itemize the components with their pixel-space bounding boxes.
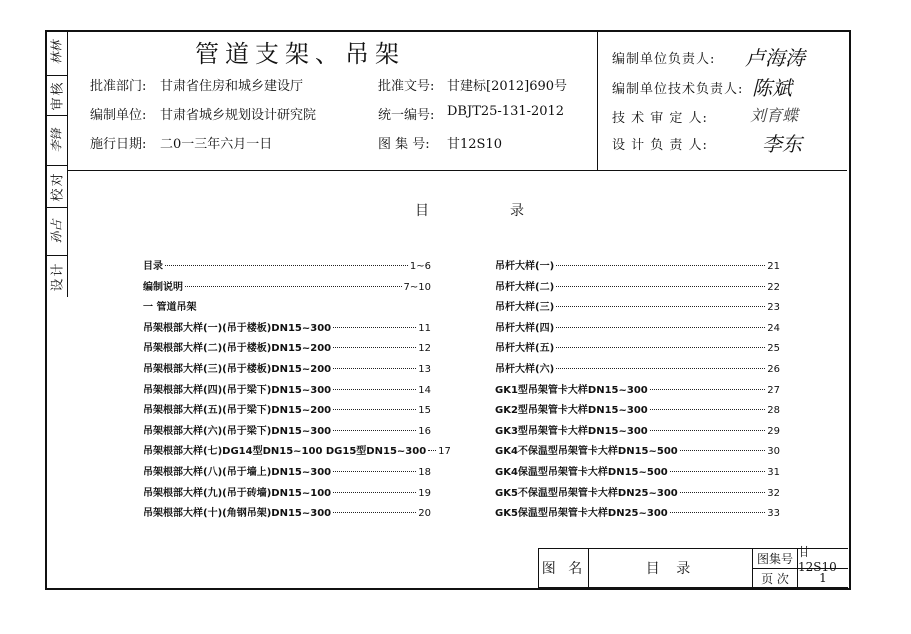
sidebar-sign-3: 孙占 [49,218,64,244]
toc-entry-label: 吊架根部大样(十)(角钢吊架)DN15~300 [143,508,332,520]
toc-entry-leader [556,327,765,328]
toc-entry-label: 编制说明 [143,281,183,293]
toc-entry-leader [650,389,766,390]
toc-entry-label: 吊杆大样(三) [495,302,555,314]
toc-entry-label: 吊杆大样(二) [495,281,555,293]
sidebar-sign-2: 李锋 [49,127,64,153]
sidebar-design-label: 设计 [50,260,66,292]
toc-entry-leader [556,286,765,287]
title-block-page-value: 1 [819,571,827,585]
toc-entry [495,401,780,415]
toc-entry-leader [650,430,766,431]
toc-entry [143,401,431,415]
toc-entry-leader [428,450,436,451]
title-block-info-cell [752,545,848,588]
toc-entry [143,257,431,271]
toc-entry-label: 吊杆大样(四) [495,322,555,334]
toc-entry [495,319,780,333]
toc-entry-page: 21 [767,261,780,272]
toc-entry-leader [333,327,416,328]
toc-entry-label: GK3型吊架管卡大样DN15~300 [495,425,648,437]
toc-entry-label: 吊架根部大样(九)(吊于砖墙)DN15~100 [143,487,332,499]
toc-entry [143,360,431,374]
toc-entry-page: 33 [767,508,780,520]
toc-entry-leader [333,492,416,493]
resp-sign-1: 卢海涛 [745,46,805,70]
toc-entry [495,360,780,374]
effective-date-label: 施行日期: [90,137,147,152]
toc-entry-leader [165,265,408,266]
toc-entry-label: 吊杆大样(一) [495,261,555,272]
header-bottom-rule [67,170,847,171]
toc-entry-page: 28 [767,405,780,417]
toc-entry [495,442,780,456]
title-block-name-label-cell [538,548,589,588]
approval-sidebar [45,30,68,297]
toc-entry-leader [333,430,416,431]
toc-entry-leader [333,409,416,410]
toc-entry-page: 27 [767,384,780,396]
resp-sign-4: 李东 [762,132,802,156]
toc-entry [495,381,780,395]
sidebar-check-cell [45,165,67,208]
toc-entry-page: 31 [767,467,780,478]
compile-unit: 甘肃省城乡规划设计研究院 [160,108,317,123]
toc-entry-leader [333,389,416,390]
toc-entry-leader [556,347,765,348]
header-divider [597,30,598,170]
title-block-name-cell [588,548,753,588]
toc-entry [495,278,780,292]
toc-entry [495,339,780,353]
compile-unit-label: 编制单位: [90,108,147,123]
toc-entry-page: 29 [767,425,780,437]
approve-doc-label: 批准文号: [378,79,435,94]
approve-dept: 甘肃省住房和城乡建设厅 [160,79,304,94]
effective-date: 二0一三年六月一日 [160,137,273,152]
toc-entry-page: 1~6 [409,261,431,272]
sidebar-sign-1: 林林 [49,40,64,65]
toc-entry [495,484,780,498]
toc-entry-leader [333,347,416,348]
toc-entry-page: 16 [418,425,431,437]
toc-entry [143,319,431,333]
sidebar-review-cell [45,75,67,116]
resp-role-3: 技 术 审 定 人: [612,111,708,126]
toc-entry [495,257,780,271]
toc-entry-label: 吊架根部大样(一)(吊于楼板)DN15~300 [143,322,332,334]
toc-entry-page: 25 [767,343,780,355]
toc-entry-label: 吊架根部大样(三)(吊于楼板)DN15~200 [143,364,332,375]
toc-entry [495,422,780,436]
toc-entry-label: GK5不保温型吊架管卡大样DN25~300 [495,487,678,499]
toc-entry-leader [556,306,765,307]
sidebar-check-label: 校对 [50,170,66,202]
toc-entry-page: 26 [767,364,780,375]
toc-entry-page: 24 [767,322,780,334]
toc-entry-label: 吊架根部大样(二)(吊于楼板)DN15~200 [143,343,332,355]
toc-entry [495,463,780,477]
toc-entry [495,298,780,312]
resp-role-1: 编制单位负责人: [612,52,716,67]
toc-entry-leader [670,512,766,513]
toc-entry-page: 12 [418,343,431,355]
toc-entry-page: 15 [418,405,431,417]
toc-entry-page: 19 [418,487,431,499]
toc-heading-left: 目 [415,203,429,219]
atlas-no-label: 图 集 号: [378,137,430,152]
toc-entry-page: 18 [418,467,431,478]
toc-entry-page: 11 [418,322,431,334]
page-title: 管道支架、吊架 [195,40,405,68]
toc-entry-page: 13 [418,364,431,375]
resp-role-2: 编制单位技术负责人: [612,82,744,97]
toc-entry-leader [680,492,766,493]
toc-entry [143,484,431,498]
toc-entry [143,298,431,312]
toc-entry-label: GK2型吊架管卡大样DN15~300 [495,405,648,417]
toc-entry-label: 吊架根部大样(七)DG14型DN15~100 DG15型DN15~300 [143,446,427,458]
toc-entry-page: 23 [767,302,780,314]
approve-doc: 甘建标[2012]690号 [447,79,568,94]
toc-entry [143,442,451,458]
sidebar-sign-2-cell [45,115,67,166]
toc-entry-page: 20 [418,508,431,520]
toc-entry-leader [185,286,402,287]
resp-sign-3: 刘育蝶 [750,106,799,125]
toc-entry-label: GK4不保温型吊架管卡大样DN15~500 [495,446,678,458]
atlas-no: 甘12S10 [447,137,502,152]
approve-dept-label: 批准部门: [90,79,147,94]
title-block-page-label: 页 次 [753,569,798,587]
toc-entry-leader [556,265,765,266]
sidebar-sign-3-cell [45,207,67,256]
title-block-atlas-value: 甘12S10 [798,549,848,569]
toc-entry [143,278,431,292]
toc-entry-label: GK5保温型吊架管卡大样DN25~300 [495,508,668,520]
toc-entry-label: GK1型吊架管卡大样DN15~300 [495,384,648,396]
toc-entry [143,504,431,518]
toc-entry-leader [650,409,766,410]
toc-entry [495,504,780,518]
toc-entry-leader [333,368,416,369]
toc-entry-label: 目录 [143,261,163,272]
toc-entry-label: GK4保温型吊架管卡大样DN15~500 [495,467,668,478]
toc-entry [143,381,431,395]
toc-entry-leader [680,450,766,451]
toc-entry-page: 32 [767,487,780,499]
toc-entry-label: 吊架根部大样(四)(吊于梁下)DN15~300 [143,384,332,396]
toc-entry-leader [333,512,416,513]
toc-entry-leader [670,471,766,472]
title-block-atlas-label: 图集号 [753,549,798,569]
toc-entry-page: 17 [438,446,451,458]
toc-entry-label: 吊架根部大样(五)(吊于梁下)DN15~200 [143,405,332,417]
toc-entry-leader [556,368,765,369]
toc-heading-right: 录 [510,203,524,219]
toc-entry [143,422,431,436]
unified-no-label: 统一编号: [378,108,435,123]
resp-sign-2: 陈斌 [752,76,792,100]
toc-entry-label: 吊杆大样(五) [495,343,555,355]
toc-entry-page: 30 [767,446,780,458]
unified-no: DBJT25-131-2012 [447,104,565,119]
toc-entry [143,463,431,477]
title-block-name-value: 目 录 [645,561,697,577]
toc-entry-page: 14 [418,384,431,396]
title-block-name-label: 图 名 [541,561,587,577]
toc-entry-page: 22 [767,281,780,293]
toc-entry [143,339,431,353]
sidebar-sign-1-cell [45,30,67,76]
toc-entry-label: 一 管道吊架 [143,302,197,314]
sidebar-design-cell [45,255,67,297]
sidebar-review-label: 审核 [50,79,66,111]
resp-role-4: 设 计 负 责 人: [612,138,708,153]
toc-entry-page: 7~10 [403,281,431,293]
toc-entry-label: 吊架根部大样(六)(吊于梁下)DN15~300 [143,425,332,437]
toc-entry-leader [333,471,416,472]
toc-entry-label: 吊架根部大样(八)(吊于墙上)DN15~300 [143,467,332,478]
toc-entry-label: 吊杆大样(六) [495,364,555,375]
